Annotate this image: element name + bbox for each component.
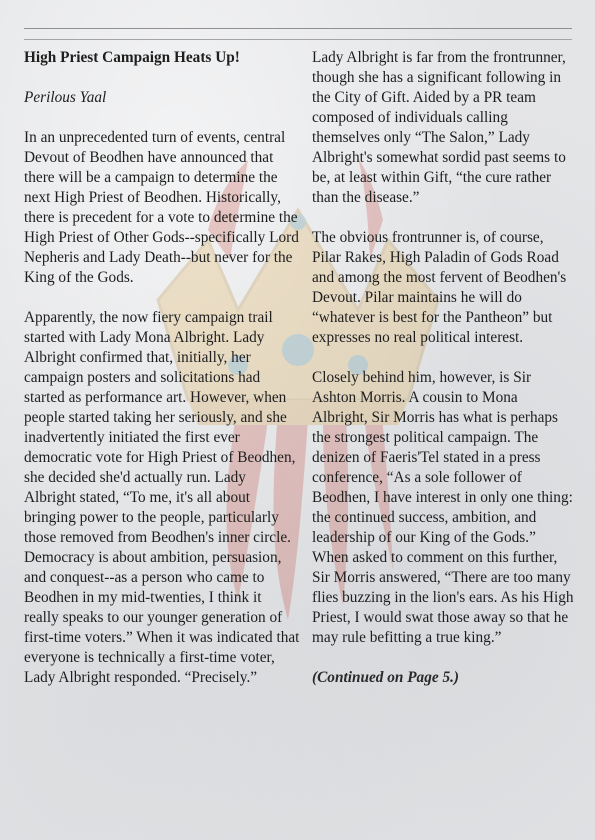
header-rule-bottom [24,39,572,40]
header-rule-top [24,28,572,29]
article-paragraph: Closely behind him, however, is Sir Ashton Morris. A cousin to Mona Albright, Sir Morris has what is perhaps the strongest political campaign. The denizen of Faeris'Tel stated in a press conference, “As a sole follower of Beodhen, I have interest in only one thing: the continued success, ambition, and leadership of our King of the Gods.” When asked to comment on this further, Sir Morris answered, “There are too many flies buzzing in the lion's ears. As his High Priest, I would swat those away so that he may rule befitting a true king.” [312,369,574,646]
article-paragraph: Apparently, the now fiery campaign trail started with Lady Mona Albright. Lady Albright confirmed that, initially, her campaign posters and solicitations had started as performance art. However, when people started taking her seriously, and she inadvertently initiated the first ever democratic vote for High Priest of Beodhen, she decided she'd actually run. Lady Albright stated, “To me, it's all about bringing power to the people, particularly those removed from Beodhen's inner circle. Democracy is about ambition, persuasion, and conquest--as a person who came to Beodhen in my mid-twenties, I think it really speaks to our younger generation of first-time voters.” When it was indicated that everyone is technically a first-time voter, Lady Albright responded. “Precisely.” [24,309,300,686]
article-paragraph: The obvious frontrunner is, of course, Pilar Rakes, High Paladin of Gods Road and among the most fervent of Beodhen's Devout. Pilar maintains he will do “whatever is best for the Pantheon” but expresses no real political interest. [312,229,567,346]
article-paragraph: Lady Albright is far from the frontrunner, though she has a significant following in the City of Gift. Aided by a PR team composed of individuals calling themselves only “The Salon,” Lady Albright's somewhat sordid past seems to be, at least within Gift, “the cure rather than the disease.” [312,49,566,206]
continued-note: (Continued on Page 5.) [312,669,460,686]
article-byline: Perilous Yaal [24,89,107,106]
article-column-left [24,48,300,708]
article-headline: High Priest Campaign Heats Up! [24,49,240,66]
article-column-right [312,48,574,708]
article-paragraph: In an unprecedented turn of events, central Devout of Beodhen have announced that there will be a campaign to determine the next High Priest of Beodhen. Historically, there is precedent for a vote to determine the High Priest of Other Gods--specifically Lord Nepheris and Lady Death--but never for the King of the Gods. [24,129,299,286]
